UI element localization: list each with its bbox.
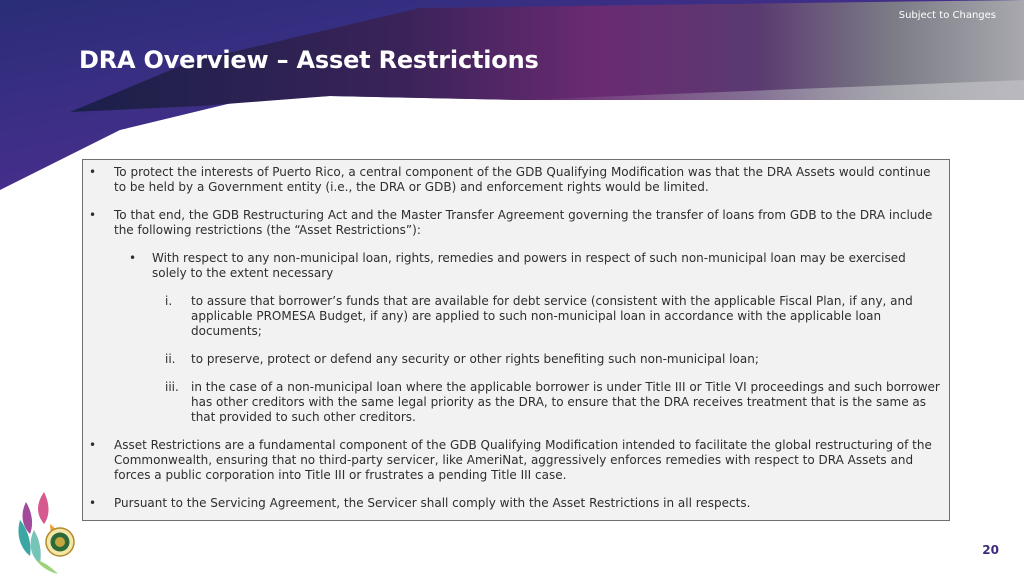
bullet-marker: • — [89, 496, 97, 510]
page-title: DRA Overview – Asset Restrictions — [79, 46, 539, 74]
bullet-text: To that end, the GDB Restructuring Act and the Master Transfer Agreement governing the transfer of loans from GDB to the DRA include the following restrictions (the “Asset Restrictions”): — [114, 208, 933, 237]
page-number: 20 — [982, 543, 999, 557]
roman-numeral: iii. — [165, 380, 179, 394]
bullet-text: Asset Restrictions are a fundamental component of the GDB Qualifying Modification intended to facilitate the global restructuring of the Commonwealth, ensuring that no third-party servicer, like AmeriNat, aggressively enforces remedies with respect to DRA Assets and forces a public corporation into Title III or frustrates a pending Title III case. — [114, 438, 932, 482]
bullet-text: Pursuant to the Servicing Agreement, the Servicer shall comply with the Asset Restrictions in all respects. — [114, 496, 751, 510]
subject-to-changes-note: Subject to Changes — [898, 10, 996, 21]
bullet-marker: • — [89, 208, 97, 222]
bullet-item — [83, 438, 941, 483]
content-box — [82, 159, 950, 521]
bullet-item — [83, 496, 941, 511]
bullet-text: To protect the interests of Puerto Rico, a central component of the GDB Qualifying Modification was that the DRA Assets would continue to be held by a Government entity (i.e., the DRA or GDB) and enforcement rights would be limited. — [114, 165, 931, 194]
bullet-text: With respect to any non-municipal loan, rights, remedies and powers in respect of such non-municipal loan may be exercised solely to the extent necessary — [152, 251, 906, 280]
numbered-text: to assure that borrower’s funds that are available for debt service (consistent with the applicable Fiscal Plan, if any, and applicable PROMESA Budget, if any) are applied to such non-municipal loan in accordance with the applicable loan documents; — [191, 294, 913, 338]
numbered-text: to preserve, protect or defend any security or other rights benefiting such non-municipal loan; — [191, 352, 759, 366]
numbered-text: in the case of a non-municipal loan where the applicable borrower is under Title III or Title VI proceedings and such borrower has other creditors with the same legal priority as the DRA, to ensure that the DRA receives treatment that is the same as that provided to such other creditors. — [191, 380, 940, 424]
puerto-rico-seal-logo — [14, 490, 80, 576]
bullet-item — [83, 165, 941, 195]
roman-numeral: i. — [165, 294, 173, 308]
bullet-marker: • — [89, 438, 97, 452]
numbered-item — [83, 294, 941, 339]
sub-bullet-item — [83, 251, 941, 281]
bullet-marker: • — [129, 251, 137, 265]
roman-numeral: ii. — [165, 352, 176, 366]
bullet-item — [83, 208, 941, 238]
numbered-item — [83, 352, 941, 367]
bullet-marker: • — [89, 165, 97, 179]
numbered-item — [83, 380, 941, 425]
